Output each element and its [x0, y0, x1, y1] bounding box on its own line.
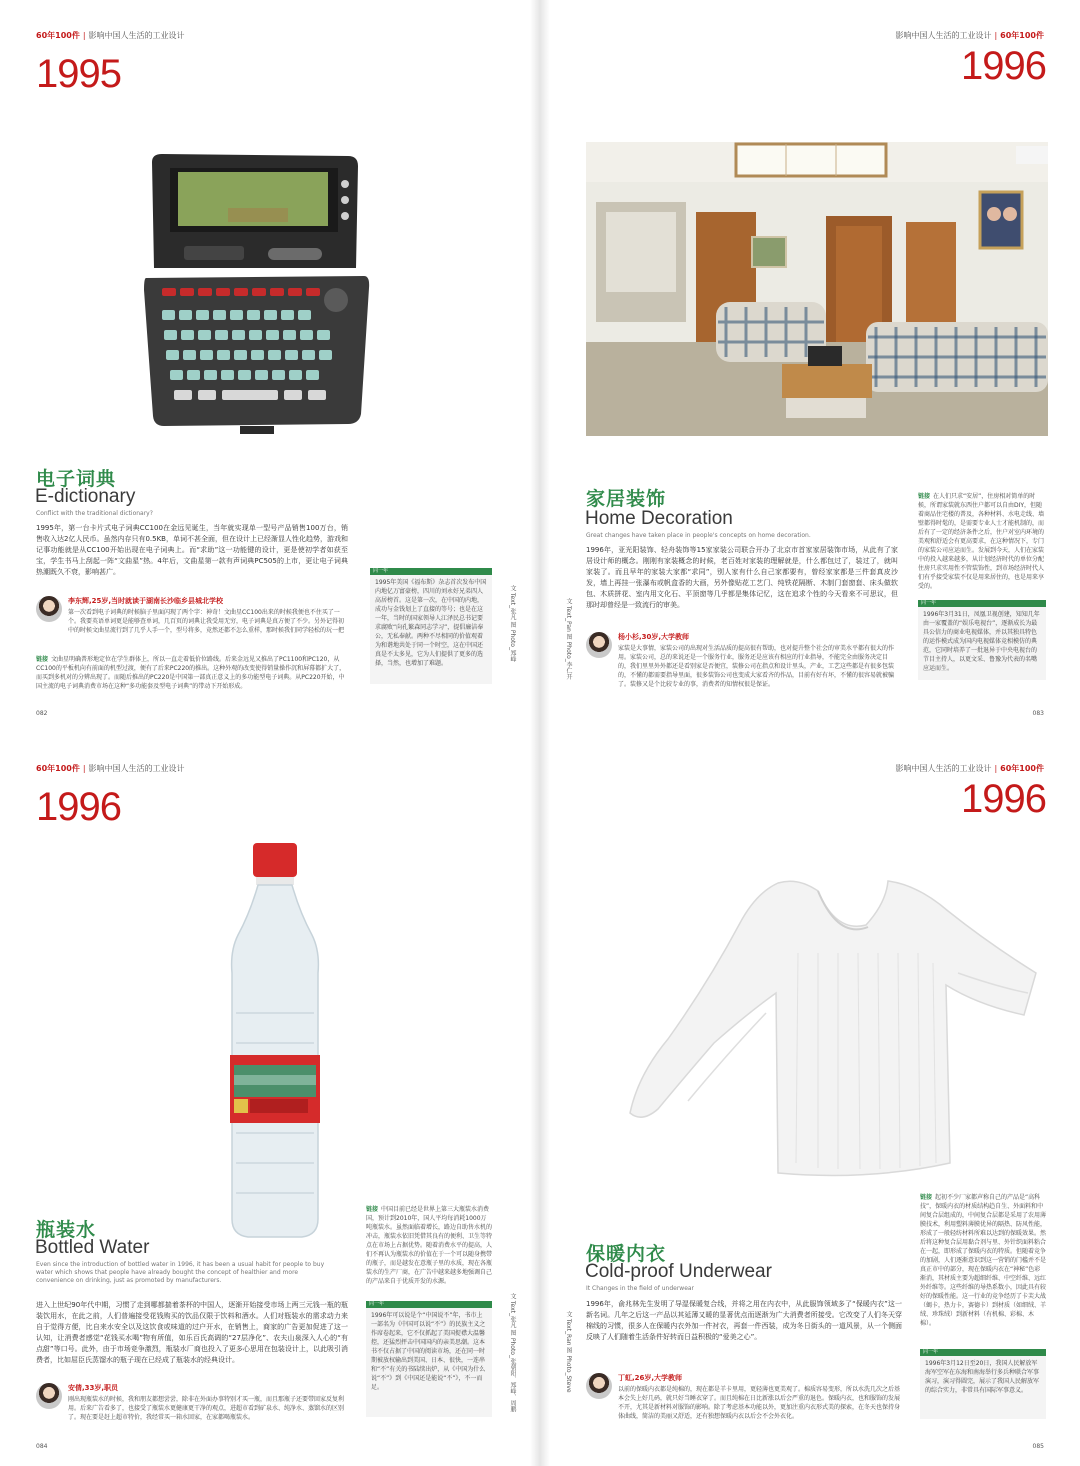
article-title-cn: 瓶装水 — [36, 1219, 97, 1241]
reader-quote — [36, 596, 348, 635]
quote-text: 第一次看到电子词典的时候脑子里面闪现了两个字：神奇！文曲星CC100出来的时候我便也不住买了一个。我要英语单词更是能够查单词，几百页的词典让我受用无穷，电子词典是真方便了不少。另外记得初中的时候文曲星流行到了几乎人手一个，型号将多，竟然还都不怎么重样，那时候我们同学轻松的玩一把 — [68, 609, 345, 634]
quote-author: 杨小杉,30岁,大学教师 — [618, 633, 690, 641]
year-heading: 1996 — [961, 777, 1046, 821]
credit-line: 文 Text_Ran 图 Photo_Steve — [565, 1311, 572, 1393]
quote-text: 以前的保暖内衣都是纯棉的，现在都是羊卡里用，更轻薄也更美观了。棉质容易变形，所以水洗几次之后基本会失上好几码，就只好当睡衣穿了。而且纯棉在日比新涨以后会严重的退色。保暖内衣，也和服饰的发展不开，尤其是新材料对服饰的影响。除了考虑基本功能以外，更加注重内衣形式美的探索，在冬天也保持身体曲线，简洁的美丽又舒适，还有独想保暖内衣以后会不会外衣化。 — [618, 1386, 901, 1420]
year-heading: 1996 — [961, 44, 1046, 88]
series-title: 影响中国人生活的工业设计 — [88, 31, 185, 40]
quote-author: 安倩,33岁,职员 — [68, 1384, 119, 1392]
article-subtitle: Even since the introduction of bottled water in 1996, it has been a usual habit for people to buy water which shows that people have already bought the concept of healthier and more convenience on drinking, just as promoted by manufacturers. — [36, 1261, 325, 1284]
link-note — [36, 655, 348, 691]
link-label: 链接 — [920, 1194, 933, 1201]
series-title: 影响中国人生活的工业设计 — [895, 764, 992, 773]
reader-quote — [586, 1373, 902, 1421]
avatar — [36, 596, 62, 622]
article-subtitle: Conflict with the traditional dictionary? — [36, 510, 153, 517]
quote-text: 家装是大事情，家装公司的出现对生活品质的提高很有帮助，也对提升整个社会的审美水平都有很大的作用。家装公司，总的来说还是一个服务行业，服务还是应该有相应的行业指导，不能完全由服务决定目的，我们里里外外都还是看别家是否便宜，装修公司在指点和设计里头，产业，工艺这些都是有很多包装的，不懂的都需要指导里面，很多装饰公司也变成大家看齐的作品，目前有好有坏，不懂的很容易就被骗了。装修又是个比较专业的事，消费者的知情权很是保证。 — [618, 645, 895, 688]
page-header: 影响中国人生活的工业设计 | 60年100件 — [895, 31, 1044, 40]
series-tag: 60年100件 — [1000, 764, 1044, 773]
same-year-box — [370, 568, 492, 684]
link-label: 链接 — [918, 493, 931, 500]
series-title: 影响中国人生活的工业设计 — [895, 31, 992, 40]
link-text: 中国目前已经是世界上第三大瓶装水消费国，预计到2010年，国人平均每消耗1000万吨瓶装水。虽然面临着增长，路边自助售水机的冲击，瓶装水依旧凭借其良有的便利、卫生等特点在市场上占据优势。随着消费水平的提高，人们不再认为瓶装水的价值在于一个可以随身携带的瓶子，而是越发在意瓶子里的水质，现在各瓶装水的生产厂商，在广告中越来越多地强调自己的产品来自于优质开发的水源。 — [366, 1206, 493, 1285]
year-heading: 1996 — [36, 785, 121, 829]
series-tag: 60年100件 — [36, 31, 80, 40]
article-title-cn: 保暖内衣 — [586, 1243, 667, 1265]
page-header: 影响中国人生活的工业设计 | 60年100件 — [895, 764, 1044, 773]
avatar — [36, 1383, 62, 1409]
page-number: 084 — [36, 1443, 48, 1450]
page-082 — [0, 0, 540, 733]
page-085 — [540, 733, 1080, 1466]
reader-quote — [586, 632, 898, 689]
same-year-text: 1996年3月12日至20日，我国人民解放军海军空军在东海和南海举行多兵种联合军事演习，演习得圆完，展示了我国人民解放军的综合实力，非常具有国际军事意义。 — [925, 1360, 1040, 1394]
page-number: 085 — [1032, 1443, 1044, 1450]
credit-line: 文 Text_张凡 图 Photo_张朝阳、郑峰、周鹏 — [509, 1293, 516, 1412]
link-text: 文曲星明确普形地定位在学生群体上，所以一直走着低价位路线。后来金远见又推出了PC1100和PC120，从CC100的平板机向有前面的机型过渡，便有了后来PC220的推出。这种外观的改变使得销量操作沉和屏幕都扩大了，而买到多机对的分辨出现了。而随后推出的PC220是中国第一部真正意义上的多功能型电子词典。从PC220开始，中国主流的电子词典消费市场在这种“多功能套及型电子词典”的带动下开始形成。 — [36, 656, 346, 690]
page-header: 60年100件 | 影响中国人生活的工业设计 — [36, 764, 185, 773]
living-room-photo — [586, 142, 1048, 436]
series-tag: 60年100件 — [36, 764, 80, 773]
reader-quote — [36, 1383, 348, 1422]
series-title: 影响中国人生活的工业设计 — [88, 764, 185, 773]
credit-line: 文 Text_Pan 图 Photo_李仁开 — [565, 598, 572, 680]
article-body: 1996年，俞兆林先生发明了导湿保暖复合线，并将之用在内衣中，从此服饰领域多了“保暖内衣”这一新名词。几年之后这一产品以其延薄又暖的显著优点而逐渐为广大消费者所接受。它改变了人们冬天穿棉线的习惯，很多人在保暖内衣外加一件衬衣，再套一件西装，成为冬日街头的一道风景，从一个侧面反映了人们随着生活条件好转而日益积极的“爱美之心”。 — [586, 1300, 902, 1341]
quote-author: 李东辉,25岁,当时就读于湖南长沙临乡县城北学校 — [68, 597, 224, 605]
article-body: 进入上世纪90年代中期，习惯了走到哪都揣着茶杯的中国人，逐渐开始接受市场上两三元钱一瓶的瓶装饮用水，在此之前，人们普遍接受花钱购买的饮品仅限于饮料和酒水。人们对瓶装水的需求动力来自于觉得方便，比自来水安全以及这饮食或味道的过户开水，在销售上，商家的广告更加促进了这一认知，让消费者感觉“花钱买水喝”物有所值，如乐百氏高调的“27层净化”、农夫山泉深入人心的“有点甜”等口号。此外，由于市场竞争激烈，瓶装水厂商也投入了更多心思用在包装设计上，以此吸引消费者，比如屈臣氏蒸馏水的瓶子现在已经成了瓶装水的经典设计。 — [36, 1301, 348, 1364]
article-subtitle: Great changes have taken place in people's concepts on home decoration. — [586, 532, 811, 539]
page-083 — [540, 0, 1080, 733]
link-label: 链接 — [366, 1206, 379, 1213]
same-year-label: 同一年 — [923, 1349, 939, 1355]
link-note — [920, 1193, 1046, 1328]
e-dictionary-photo — [140, 150, 372, 440]
same-year-text: 1995年美国《福布斯》杂志首次发布中国内地亿万富豪榜，四川的刘永好兄弟四人高居榜首。这是第一次，在中国的内地，成功与金钱划上了直接的等号；也是在这一年，当时的国家领导人江泽民总书记要求腐败“向孔繁森同志学习”，提倡廉洁奉公，无私奉献。两种不尽相同的价值观着为和谐地共处于同一个时空，这在中国还真是不太多见，它为人们提供了更多的选择，当然，也增加了难题。 — [375, 579, 487, 667]
same-year-text: 1996年可以说是个“中国说不”年，书市上一部名为《中国可以说“不”》的民族主义之作席卷起来，它不仅抓起了美国捉襟大温馨控，还猛烈抨击中国国内的亲美思潮。这本书不仅占据了中国的阅读市场，还在同一时期被放权输出到美国、日本、很快，一连串和“不”有关的书陆续出炉，从《中国为什么说“不”》到《中国还是能说“不”》，不一而足。 — [371, 1312, 486, 1391]
article-subtitle: It Changes in the field of underwear — [586, 1285, 695, 1292]
same-year-box — [366, 1301, 492, 1417]
article-title-en: E-dictionary — [35, 486, 136, 507]
same-year-label: 同一年 — [921, 600, 937, 606]
thermal-underwear-photo — [628, 863, 1040, 1193]
same-year-box — [920, 1349, 1046, 1419]
article-title-en: Cold-proof Underwear — [585, 1261, 772, 1282]
year-heading: 1995 — [36, 52, 121, 96]
link-note — [918, 492, 1046, 591]
page-084 — [0, 733, 540, 1466]
same-year-box — [918, 600, 1046, 680]
same-year-text: 1996年3月31日，凤凰卫视创建，知知几年由一家覆盖的“娱乐电视台”，逐渐成长为最具公信力的商业电视媒体，并以其独具特色的运作模式成为国内电视媒体竞相模仿的典范，它同时培养了一批退异于中央电视台的节目主持人，以更文采、鲁豫为代表的名嘴应运而生。 — [923, 611, 1040, 672]
article-body: 1995年，第一台卡片式电子词典CC100在金远见诞生，当年就实现单一型号产品销售100万台，销售收入达2亿人民币。虽然内存只有0.5KB，单词不甚全面，但在设计上已经渐显人性化趋势，游戏和记事功能就是从CC100开始出现在电子词典上。而“求助”这一功能键的设计，更是使初学者如获至宝，学生书马上刮起一阵“文曲星”热。4年后，文曲星第一款有声词典PC505的上市，更让电子词典热潮既久不衰，影响甚广。 — [36, 524, 348, 576]
link-label: 链接 — [36, 656, 49, 663]
link-text: 起初不少厂家都声称自己的产品是“高科技”，保暖内衣的材质结构趋自生、外面料和中间复合层组成的，中间复合层都是采用了农用薄膜技术，利用塑料薄膜优异的隔热、防风性能，形成了一般轻纺材料所难以达到的保暖效果。然后将这种复合层用黏合剂与里、外针织面料粘合在一起，即形成了保暖内衣的特质。但随着竞争的加剧，人们逐渐意识到这一营销的门槛并不是真正市中的部分，现在保暖内衣在“神秘”色彩渐消，其材质主要为超细纤维、中空纤维、远红外纤维等。这些纤维的导热系数小，因此具有较好的保暖性能。这一行业的竞争经历了卡芙大战（蝎卡，热力卡，赛德卡）到材质（如细绒、羊绒、珍珠绒）到新材料（有机棉、彩棉、木棉）。 — [920, 1194, 1047, 1327]
article-title-cn: 家居装饰 — [586, 488, 667, 510]
link-text: 在人们只求“安居”，住房相对简单的时候，所谓家装就东西住户都可以自由DIY，但随着商品住宅楼的普及，各种材料、水电走线、墙壁都得时髦的，是需要专业人士才能机制的，而后有了一定的经济条件之后，住户对室内环境的美观和舒适会有更高要求，在这种情况下，专门的家装公司应运而生。发展到今天，人们在家装中的投入越来越多，从计划经济时代的单位分配住房只求实用性不管装饰性，到市场经济时代人们有乎接受家装不仅是用来居住的，也是用来享受的。 — [918, 493, 1045, 590]
avatar — [586, 1373, 612, 1399]
page-header: 60年100件 | 影响中国人生活的工业设计 — [36, 31, 185, 40]
avatar — [586, 632, 612, 658]
page-number: 082 — [36, 710, 48, 717]
article-title-en: Home Decoration — [585, 508, 733, 529]
same-year-label: 同一年 — [369, 1301, 385, 1307]
article-body: 1996年，亚光阳装饰、轻舟装饰等15家家装公司联合开办了北京市首家家居装饰市场，从此有了家居设计师的概念。刚刚有家装概念的时候，老百姓对家装的理解就是，什么都包过了，装过了，就叫家装了。而且早年的家装大家都“求同”，别人家有什么自己家都要有，曾经家家都是三件套真皮沙发，墙上再挂一张瀑布或帆盒香的大画，另外像贴花工艺门、纯铁花隔断、木制门套窗套、床头做软包、木质拼花、室内用文化石、平顶窗等几乎都是集体记忆，这在追求个性的今天看来不可思议，但那时却曾经是一致流行的审美。 — [586, 546, 898, 609]
article-title-en: Bottled Water — [35, 1237, 150, 1258]
bottled-water-photo — [220, 843, 330, 1243]
quote-text: 刚出现瓶装水的时候，我和朋友都想尝尝，除非在外面办事特别才买一瓶，而且那瓶子还要带回家反复利用。后来广告看多了，也接受了瓶装水更健康更干净的观点，进超市看到矿泉水、纯净水、蒸馏水的区别了。现在要是赶上超市特价，我经常买一箱水回家，在家都喝瓶装水。 — [68, 1396, 345, 1421]
page-number: 083 — [1032, 710, 1044, 717]
link-note — [366, 1205, 492, 1286]
series-tag: 60年100件 — [1000, 31, 1044, 40]
credit-line: 文 Text_张凡 图 Photo_郑峰 — [509, 585, 516, 662]
same-year-label: 同一年 — [373, 568, 389, 574]
quote-author: 丁虹,26岁,大学教师 — [618, 1374, 683, 1382]
article-title-cn: 电子词典 — [36, 468, 117, 490]
